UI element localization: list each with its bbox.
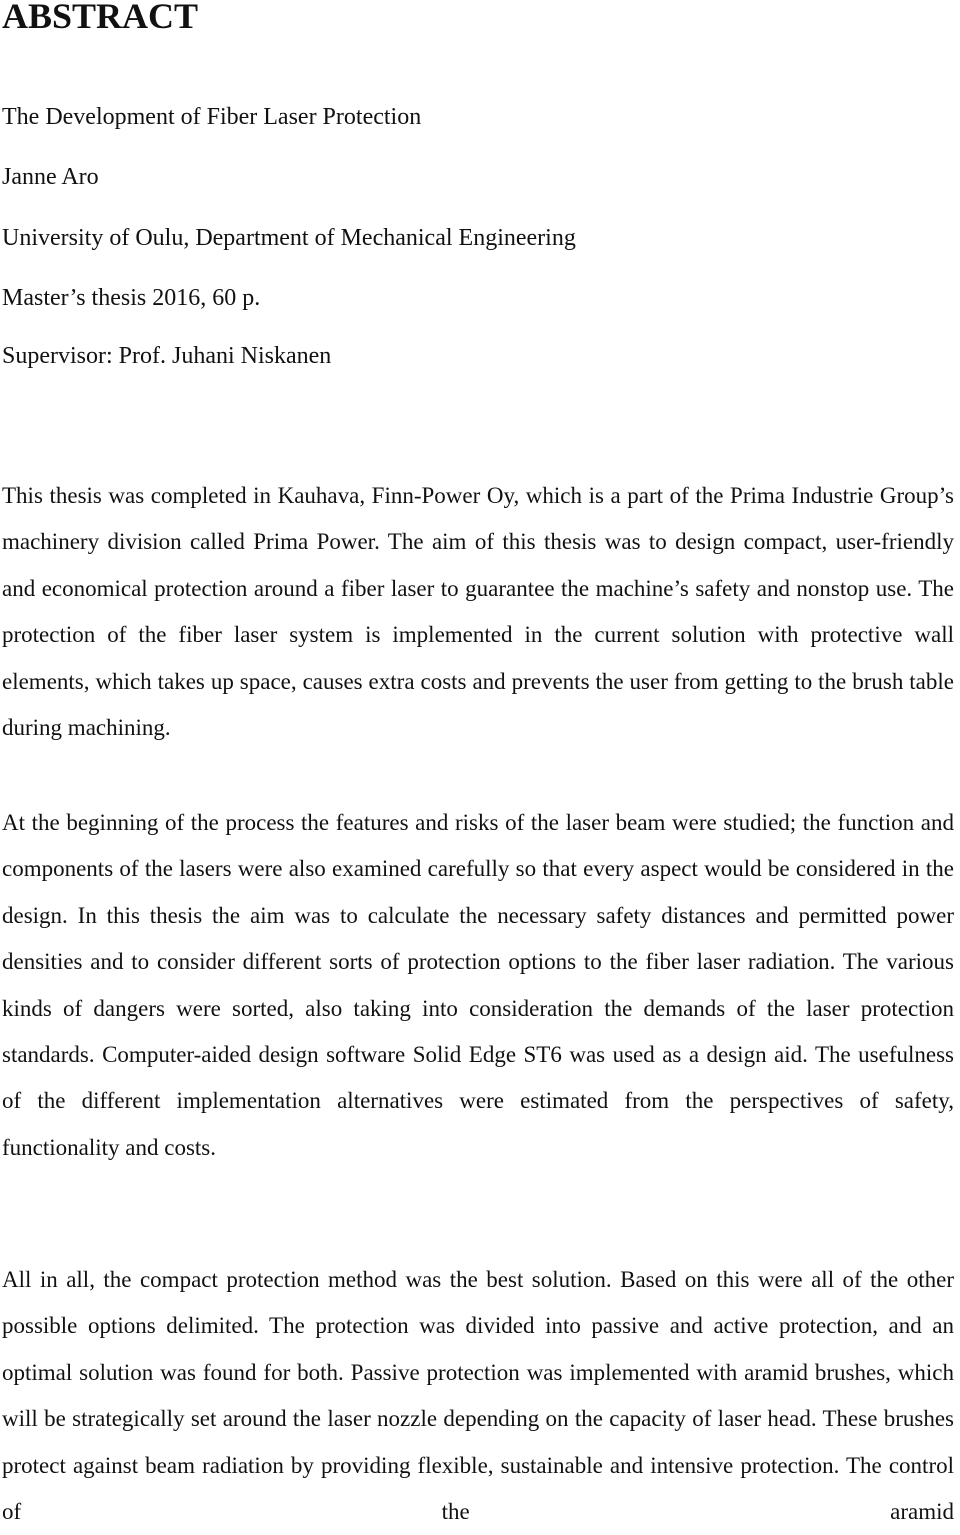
abstract-paragraph-2: At the beginning of the process the features and risks of the laser beam were studied; the function and components of the lasers were also examined carefully so that every aspect would be considered in the design. In this thesis the aim was to calculate the necessary safety distances and permitted power densities and to consider different sorts of protection options to the fiber laser radiation. The various kinds of dangers were sorted, also taking into consideration the demands of the laser protection standards. Computer-aided design software Solid Edge ST6 was used as a design aid. The usefulness of the different implementation alternatives were estimated from the perspectives of safety, functionality and costs. (2, 810, 954, 1160)
thesis-info: Master’s thesis 2016, 60 p. (2, 285, 261, 311)
abstract-heading: ABSTRACT (2, 0, 199, 36)
abstract-paragraph-3: All in all, the compact protection method was the best solution. Based on this were all of the other possible options delimited. The protection was divided into passive and active protection, and an optimal solution was found for both. Passive protection was implemented with aramid brushes, which will be strategically set around the laser nozzle depending on the capacity of laser head. These brushes protect against beam radiation by providing flexible, sustainable and intensive protection. The control of the aramid (2, 1267, 954, 1525)
supervisor: Supervisor: Prof. Juhani Niskanen (2, 343, 332, 369)
university-department: University of Oulu, Department of Mechanical Engineering (2, 225, 576, 251)
abstract-paragraph-1: This thesis was completed in Kauhava, Finn-Power Oy, which is a part of the Prima Industrie Group’s machinery division called Prima Power. The aim of this thesis was to design compact, user-friendly and economical protection around a fiber laser to guarantee the machine’s safety and nonstop use. The protection of the fiber laser system is implemented in the current solution with protective wall elements, which takes up space, causes extra costs and prevents the user from getting to the brush table during machining. (2, 483, 954, 741)
author-name: Janne Aro (2, 164, 99, 190)
thesis-title: The Development of Fiber Laser Protection (2, 104, 422, 130)
